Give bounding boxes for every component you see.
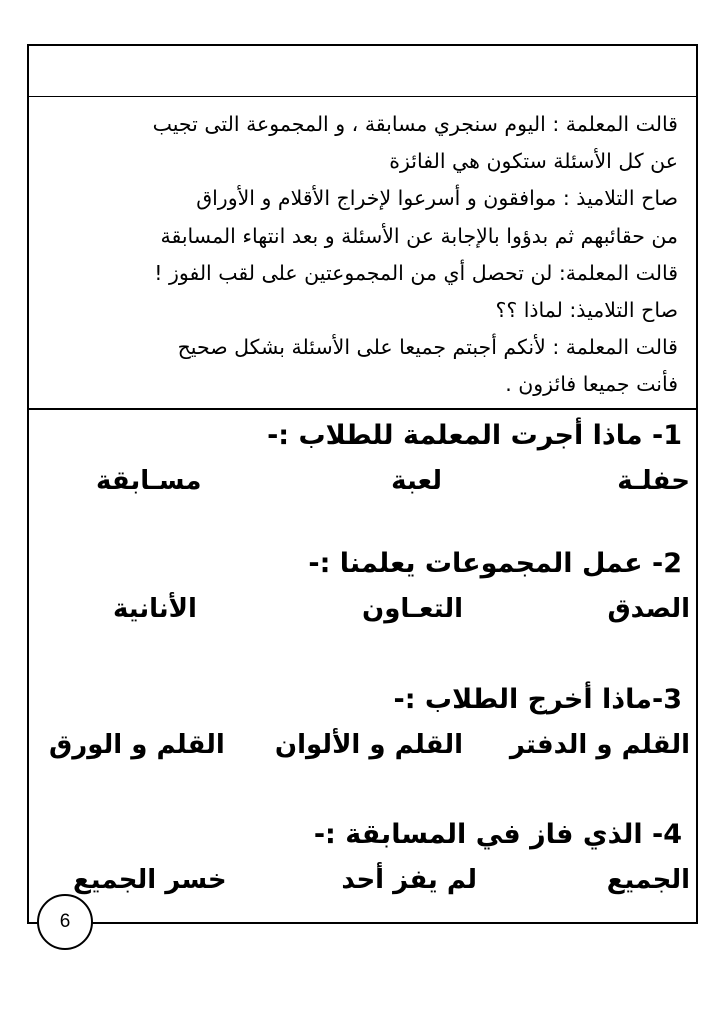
question-2-option-2[interactable]: التعـاون [362, 594, 463, 624]
question-4-options [29, 859, 696, 901]
question-4-option-1[interactable]: الجميع [606, 865, 690, 895]
question-1-option-2[interactable]: لعبة [391, 466, 442, 496]
question-3-text: 3-ماذا أخرج الطلاب :- [393, 684, 682, 715]
story-line: عن كل الأسئلة ستكون هي الفائزة [389, 149, 678, 174]
story-line: فأنت جميعا فائزون . [505, 372, 678, 397]
page-number: 6 [37, 894, 93, 950]
question-4-text: 4- الذي فاز في المسابقة :- [313, 819, 682, 850]
header-band [29, 46, 696, 97]
story-line: قالت المعلمة: لن تحصل أي من المجموعتين على لقب الفوز ! [154, 260, 678, 285]
question-1-options [29, 460, 696, 502]
story-line: قالت المعلمة : اليوم سنجري مسابقة ، و المجموعة التى تجيب [152, 112, 678, 136]
question-2-option-3[interactable]: الأنانية [113, 594, 197, 624]
question-1-text: 1- ماذا أجرت المعلمة للطلاب :- [267, 420, 682, 451]
question-3-option-2[interactable]: القلم و الألوان [274, 730, 463, 760]
story-line: قالت المعلمة : لأنكم أجبتم جميعا على الأسئلة بشكل صحيح [177, 335, 678, 360]
question-2-text: 2- عمل المجموعات يعلمنا :- [308, 548, 682, 579]
question-1-option-1[interactable]: حفلـة [617, 466, 690, 496]
question-4-option-2[interactable]: لم يفز أحد [341, 865, 477, 895]
story-line: صاح التلاميذ : موافقون و أسرعوا لإخراج الأقلام و الأوراق [196, 186, 678, 211]
question-3-options [29, 724, 696, 766]
question-3-option-3[interactable]: القلم و الورق [49, 730, 225, 760]
question-2-options [29, 588, 696, 630]
story-line: صاح التلاميذ: لماذا ؟؟ [495, 298, 678, 323]
worksheet-frame [27, 44, 698, 924]
question-4-option-3[interactable]: خسر الجميع [73, 865, 227, 895]
story-line: من حقائبهم ثم بدؤوا بالإجابة عن الأسئلة و بعد انتهاء المسابقة [160, 223, 678, 248]
question-3-option-1[interactable]: القلم و الدفتر [509, 730, 690, 760]
story-passage [29, 96, 696, 410]
question-2-option-1[interactable]: الصدق [607, 594, 690, 624]
question-1-option-3[interactable]: مسـابقة [96, 466, 202, 496]
